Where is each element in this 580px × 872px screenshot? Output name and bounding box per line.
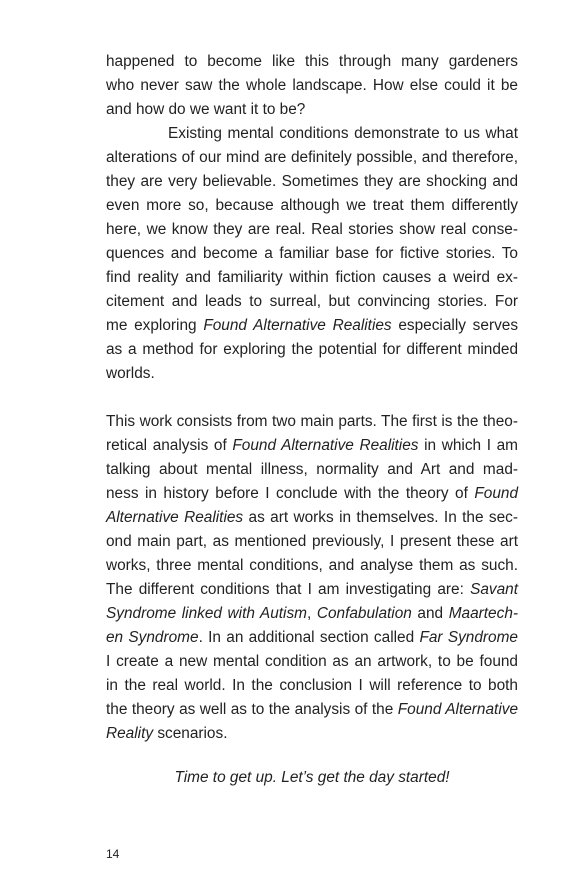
paragraph-line: retical analysis of Found Alternative Realities in which I am: [106, 437, 519, 454]
italic-phrase: Found: [474, 485, 518, 502]
italic-phrase: Maartech-: [448, 605, 518, 622]
paragraph-line: here, we know they are real. Real stories show real conse-: [106, 221, 518, 238]
paragraph-line: ond main part, as mentioned previously, I present these art: [106, 533, 518, 550]
paragraph-line: Reality scenarios.: [106, 725, 228, 742]
paragraph-line: en Syndrome. In an additional section called Far Syndrome: [106, 629, 518, 646]
paragraph-line: citement and leads to surreal, but convincing stories. For: [106, 293, 518, 310]
paragraph-line: find reality and familiarity within fiction causes a weird ex-: [106, 269, 518, 286]
closing-motto: Time to get up. Let’s get the day started!: [174, 769, 450, 786]
italic-phrase: Reality: [106, 725, 154, 742]
paragraph-line: who never saw the whole landscape. How else could it be: [106, 77, 518, 94]
paragraph-line: Syndrome linked with Autism, Confabulation and Maartech-: [106, 605, 518, 622]
paragraph-line: in the real world. In the conclusion I will reference to both: [106, 677, 518, 694]
italic-phrase: Found Alternative Realities: [232, 437, 419, 454]
paragraph-line: and how do we want it to be?: [106, 101, 306, 118]
italic-phrase: Confabulation: [316, 605, 412, 622]
body-text: [106, 50, 518, 790]
paragraph-1: [106, 50, 518, 122]
paragraph-line: works, three mental conditions, and analyse them as such.: [106, 557, 518, 574]
italic-phrase: en Syndrome: [106, 629, 199, 646]
paragraph-line: This work consists from two main parts. The first is the theo-: [106, 413, 518, 430]
paragraph-line: even more so, because although we treat them differently: [106, 197, 518, 214]
paragraph-line: ness in history before I conclude with the theory of Found: [106, 485, 518, 502]
paragraph-line: they are very believable. Sometimes they are shocking and: [106, 173, 518, 190]
paragraph-gap: [106, 386, 518, 410]
page-number: 14: [106, 847, 120, 861]
paragraph-line: alterations of our mind are definitely possible, and therefore,: [106, 149, 518, 166]
motto-gap: [106, 746, 518, 766]
paragraph-line: Existing mental conditions demonstrate to us what: [168, 125, 518, 142]
paragraph-line: happened to become like this through many gardeners: [106, 53, 518, 70]
paragraph-line: me exploring Found Alternative Realities especially serves: [106, 317, 519, 334]
paragraph-line: the theory as well as to the analysis of the Found Alternative: [106, 701, 518, 718]
paragraph-line: Alternative Realities as art works in themselves. In the sec-: [106, 509, 519, 526]
italic-phrase: Far Syndrome: [419, 629, 518, 646]
paragraph-line: worlds.: [106, 365, 155, 382]
paragraph-2: [106, 122, 518, 386]
italic-phrase: Alternative Realities: [106, 509, 244, 526]
italic-phrase: Found Alternative Realities: [203, 317, 392, 334]
italic-phrase: Savant: [470, 581, 518, 598]
paragraph-line: quences and become a familiar base for fictive stories. To: [106, 245, 518, 262]
paragraph-line: as a method for exploring the potential for different minded: [106, 341, 518, 358]
italic-phrase: Found Alternative: [397, 701, 518, 718]
paragraph-line: talking about mental illness, normality and Art and mad-: [106, 461, 518, 478]
paragraph-line: The different conditions that I am investigating are: Savant: [106, 581, 518, 598]
italic-phrase: Syndrome linked with Autism: [106, 605, 307, 622]
paragraph-line: I create a new mental condition as an artwork, to be found: [106, 653, 518, 670]
paragraph-3: [106, 410, 518, 746]
